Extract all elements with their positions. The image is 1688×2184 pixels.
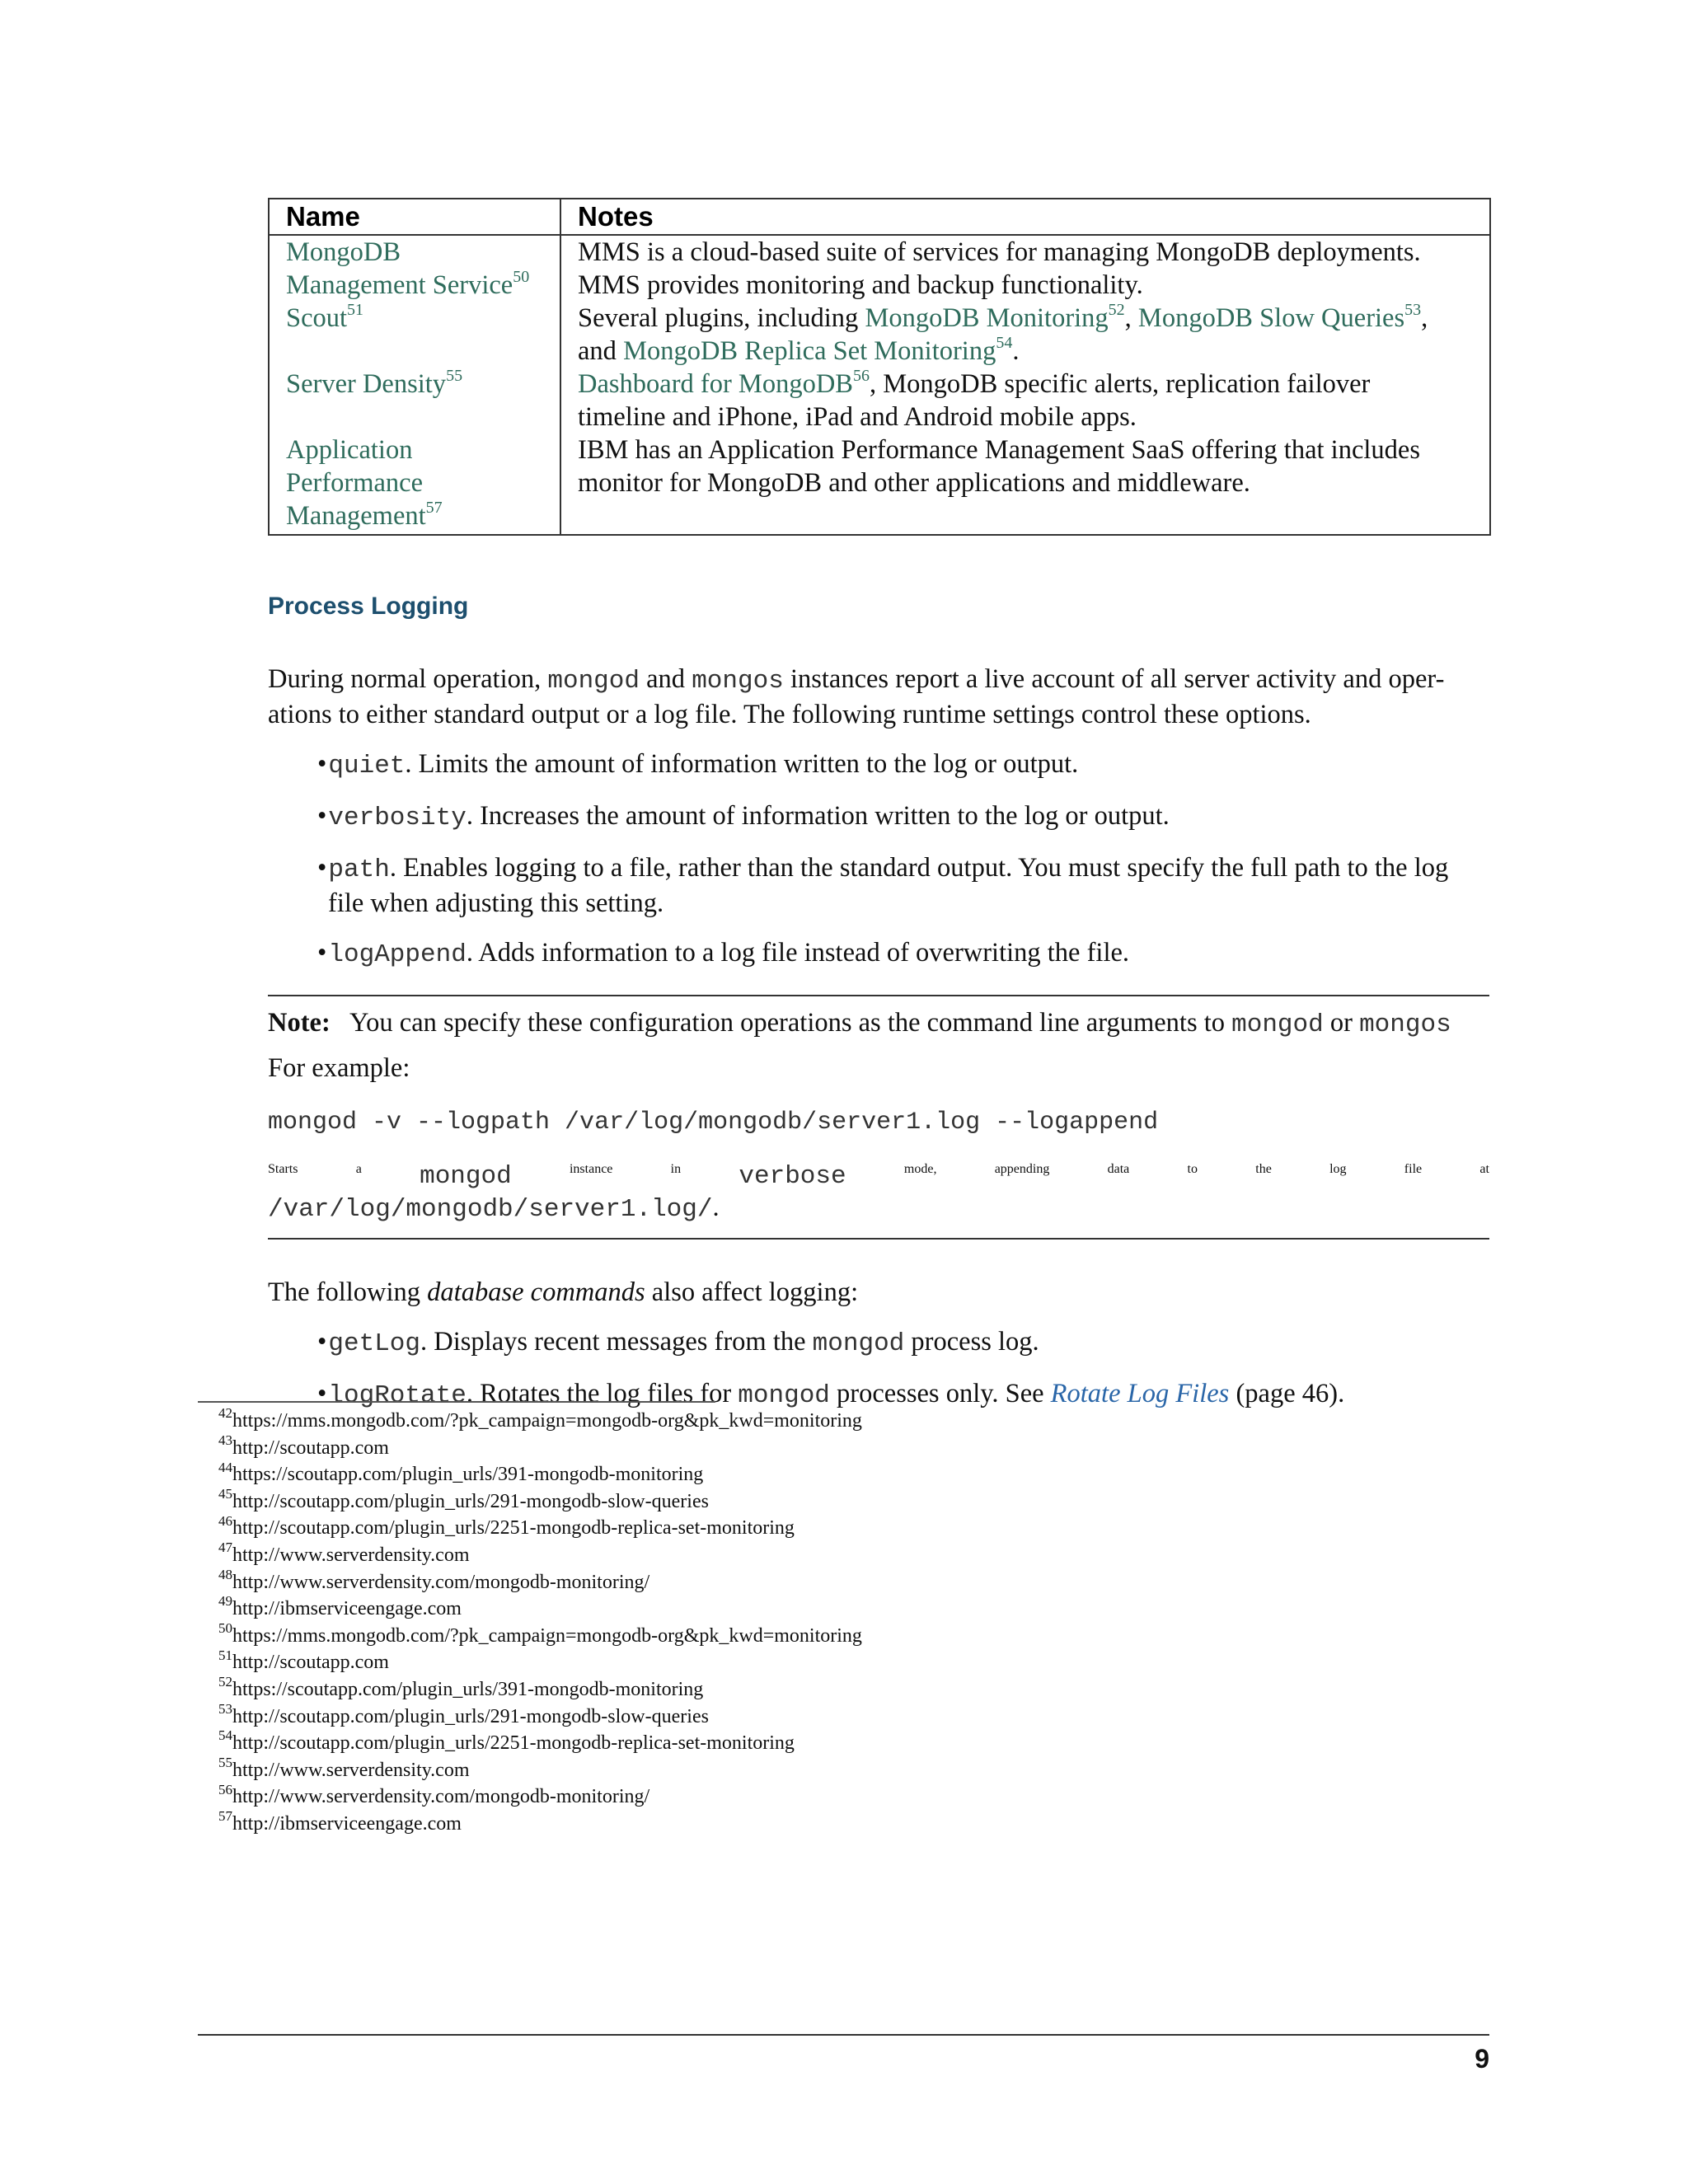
footnote: $^{43}$http://scoutapp.com <box>218 1432 389 1459</box>
table-row <box>269 434 1490 535</box>
tool-name-cell <box>269 235 560 302</box>
footnote: $^{56}$http://www.serverdensity.com/mongodb-monitoring/ <box>218 1781 650 1808</box>
tool-link-mms[interactable]: MongoDB Management Service$^{50}$ <box>286 237 530 300</box>
footnotes <box>218 1405 862 1838</box>
db-commands-list <box>268 1325 1489 1413</box>
table-header-row <box>269 199 1490 235</box>
tool-notes-cell: Several plugins, including MongoDB Monitoring$^{52}$, MongoDB Slow Queries$^{53}$, and MongoDB Replica Set Monitoring$^{54}$. <box>560 302 1490 368</box>
footnote-url[interactable]: http://www.serverdensity.com/mongodb-monitoring/ <box>232 1571 650 1593</box>
footnote-url[interactable]: https://scoutapp.com/plugin_urls/391-mongodb-monitoring <box>232 1464 704 1486</box>
table-row <box>269 302 1490 368</box>
footnote-url[interactable]: http://www.serverdensity.com/mongodb-monitoring/ <box>232 1786 650 1808</box>
tool-notes-cell: MMS is a cloud-based suite of services for managing MongoDB deployments. MMS provides monitoring and backup functionality. <box>560 235 1490 302</box>
list-item: •path. Enables logging to a file, rather than the standard output. You must specify the full path to the log file when adjusting this setting. <box>317 853 1449 918</box>
example-command: mongod -v --logpath /var/log/mongodb/server1.log --logappend <box>268 1108 1159 1137</box>
column-header-notes: Notes <box>560 199 1490 235</box>
footnote: $^{47}$http://www.serverdensity.com <box>218 1540 470 1566</box>
footnote: $^{55}$http://www.serverdensity.com <box>218 1755 470 1781</box>
example-explanation: Starts a mongod instance in verbose mode, appending data to the log file at /var/log/mongodb/server1.log/. <box>268 1162 1489 1224</box>
footnote-url[interactable]: http://ibmserviceengage.com <box>232 1598 462 1620</box>
footnote-url[interactable]: http://ibmserviceengage.com <box>232 1812 462 1835</box>
footnote: $^{46}$http://scoutapp.com/plugin_urls/2251-mongodb-replica-set-monitoring <box>218 1512 795 1540</box>
tool-name-cell <box>269 434 560 535</box>
tool-name-cell <box>269 302 560 368</box>
footnote: $^{51}$http://scoutapp.com <box>218 1647 389 1674</box>
footnote-divider <box>198 1401 715 1403</box>
page-number: 9 <box>1475 2044 1489 2074</box>
table-row <box>269 368 1490 434</box>
footnote-url[interactable]: https://scoutapp.com/plugin_urls/391-mongodb-monitoring <box>232 1678 704 1700</box>
list-item: •getLog. Displays recent messages from the mongod process log. <box>317 1327 1039 1358</box>
footnote: $^{49}$http://ibmserviceengage.com <box>218 1593 462 1620</box>
section-heading: Process Logging <box>268 593 469 620</box>
footnote-url[interactable]: http://www.serverdensity.com <box>232 1759 470 1781</box>
footnote-url[interactable]: http://scoutapp.com <box>232 1436 389 1459</box>
footnote-ref: 55 <box>446 367 463 386</box>
tool-notes-cell: Dashboard for MongoDB$^{56}$, MongoDB specific alerts, replication failover timeline and iPhone, iPad and Android mobile apps. <box>560 368 1490 434</box>
footnote: $^{50}$https://mms.mongodb.com/?pk_campaign=mongodb-org&pk_kwd=monitoring <box>218 1620 862 1647</box>
note-text: Note: You can specify these configuration operations as the command line arguments to mongod or mongos <box>268 1008 1451 1039</box>
footnote-url[interactable]: https://mms.mongodb.com/?pk_campaign=mongodb-org&pk_kwd=monitoring <box>232 1624 862 1647</box>
footnote-url[interactable]: http://scoutapp.com/plugin_urls/2251-mongodb-replica-set-monitoring <box>232 1732 795 1755</box>
footnote-ref: 50 <box>513 268 530 287</box>
link-dashboard-for-mongodb[interactable]: Dashboard for MongoDB$^{56}$ <box>578 367 870 399</box>
runtime-settings-list <box>268 748 1489 972</box>
footnote: $^{54}$http://scoutapp.com/plugin_urls/2251-mongodb-replica-set-monitoring <box>218 1727 795 1755</box>
link-mongodb-monitoring[interactable]: MongoDB Monitoring$^{52}$ <box>865 301 1125 333</box>
footnote: $^{42}$https://mms.mongodb.com/?pk_campaign=mongodb-org&pk_kwd=monitoring <box>218 1405 862 1432</box>
page-footer-rule <box>198 2034 1489 2036</box>
footnote-url[interactable]: http://scoutapp.com <box>232 1652 389 1674</box>
column-header-name: Name <box>269 199 560 235</box>
footnote-url[interactable]: http://scoutapp.com/plugin_urls/291-mongodb-slow-queries <box>232 1705 709 1727</box>
monitoring-tools-table <box>268 198 1491 536</box>
tool-name-cell <box>269 368 560 434</box>
footnote: $^{52}$https://scoutapp.com/plugin_urls/391-mongodb-monitoring <box>218 1674 704 1700</box>
footnote: $^{45}$http://scoutapp.com/plugin_urls/291-mongodb-slow-queries <box>218 1486 709 1512</box>
list-item: •logRotate. Rotates the log files for mongod processes only. See Rotate Log Files (page 46). <box>317 1379 1345 1410</box>
footnote: $^{48}$http://www.serverdensity.com/mongodb-monitoring/ <box>218 1566 650 1593</box>
footnote-url[interactable]: http://scoutapp.com/plugin_urls/2251-mongodb-replica-set-monitoring <box>232 1517 795 1540</box>
db-commands-paragraph: The following database commands also affect logging: <box>268 1277 859 1307</box>
footnote: $^{44}$https://scoutapp.com/plugin_urls/391-mongodb-monitoring <box>218 1459 704 1486</box>
link-mongodb-slow-queries[interactable]: MongoDB Slow Queries$^{53}$ <box>1137 301 1422 333</box>
footnote-ref: 51 <box>347 301 364 320</box>
footnote-ref: 57 <box>425 499 443 518</box>
page-content <box>268 198 1489 1413</box>
list-item: •quiet. Limits the amount of information written to the log or output. <box>317 749 1079 780</box>
list-item: •verbosity. Increases the amount of information written to the log or output. <box>317 801 1170 832</box>
footnote-url[interactable]: http://scoutapp.com/plugin_urls/291-mongodb-slow-queries <box>232 1490 709 1512</box>
table-row <box>269 235 1490 302</box>
link-mongodb-replica-set-monitoring[interactable]: MongoDB Replica Set Monitoring$^{54}$ <box>623 334 1013 366</box>
note-admonition <box>268 995 1489 1240</box>
intro-paragraph: During normal operation, mongod and mongos instances report a live account of all server activity and oper- ations to either standard output or a log file. The following runtime settings control these options. <box>268 664 1445 729</box>
rotate-log-files-link[interactable]: Rotate Log Files <box>1050 1379 1230 1408</box>
tool-notes-cell: IBM has an Application Performance Management SaaS offering that includes monitor for MongoDB and other applications and middleware. <box>560 434 1490 535</box>
footnote-url[interactable]: https://mms.mongodb.com/?pk_campaign=mongodb-org&pk_kwd=monitoring <box>232 1410 862 1432</box>
tool-link-server-density[interactable]: Server Density$^{55}$ <box>286 367 463 399</box>
tool-link-apm[interactable]: Application Performance Management$^{57}$ <box>286 435 443 531</box>
example-label: For example: <box>268 1053 410 1083</box>
footnote-url[interactable]: http://www.serverdensity.com <box>232 1544 470 1566</box>
tool-link-scout[interactable]: Scout$^{51}$ <box>286 301 364 333</box>
footnote: $^{53}$http://scoutapp.com/plugin_urls/291-mongodb-slow-queries <box>218 1700 709 1727</box>
footnote: $^{57}$http://ibmserviceengage.com <box>218 1808 462 1835</box>
list-item: •logAppend. Adds information to a log file instead of overwriting the file. <box>317 938 1130 969</box>
